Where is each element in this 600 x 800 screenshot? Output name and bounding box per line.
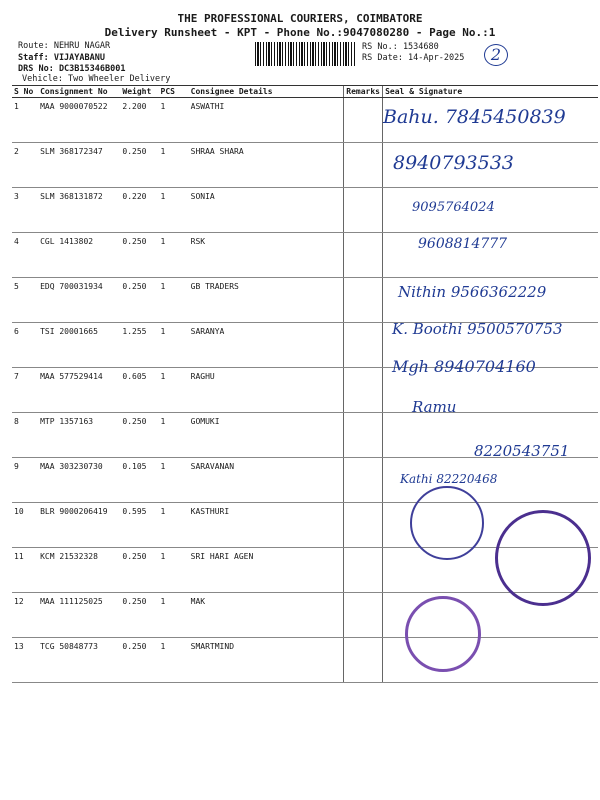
cell-signature: [383, 593, 598, 638]
cell-remarks: [344, 458, 383, 503]
cell-signature: [383, 368, 598, 413]
cell-weight: 0.250: [120, 548, 158, 593]
cell-consignment: TSI 20001665: [38, 323, 120, 368]
table-row: [12, 413, 598, 458]
cell-consignee: KASTHURI: [189, 503, 344, 548]
handwritten-signature: 8220543751: [474, 442, 570, 460]
cell-pcs: 1: [159, 638, 189, 683]
col-consignee: Consignee Details: [189, 86, 344, 98]
col-remarks: Remarks: [344, 86, 383, 98]
cell-weight: 0.220: [120, 188, 158, 233]
cell-signature: [383, 458, 598, 503]
handwritten-signature: Mgh 8940704160: [392, 357, 536, 376]
cell-pcs: 1: [159, 233, 189, 278]
col-sno: S No: [12, 86, 38, 98]
col-pcs: PCS: [159, 86, 189, 98]
cell-sno: 1: [12, 98, 38, 143]
cell-sno: 13: [12, 638, 38, 683]
cell-signature: [383, 98, 598, 143]
cell-sno: 10: [12, 503, 38, 548]
cell-weight: 0.250: [120, 593, 158, 638]
cell-sno: 11: [12, 548, 38, 593]
cell-signature: [383, 233, 598, 278]
cell-sno: 9: [12, 458, 38, 503]
cell-sno: 6: [12, 323, 38, 368]
cell-consignee: GOMUKI: [189, 413, 344, 458]
cell-consignment: MAA 111125025: [38, 593, 120, 638]
table-row: [12, 278, 598, 323]
cell-weight: 0.250: [120, 638, 158, 683]
cell-consignee: GB TRADERS: [189, 278, 344, 323]
cell-consignee: SMARTMIND: [189, 638, 344, 683]
cell-weight: 0.250: [120, 233, 158, 278]
handwritten-signature: 8940793533: [393, 152, 514, 174]
table-row: [12, 98, 598, 143]
runsheet-table: [12, 85, 598, 683]
staff-label: Staff: VIJAYABANU: [18, 53, 105, 63]
cell-sno: 8: [12, 413, 38, 458]
cell-consignment: BLR 9000206419: [38, 503, 120, 548]
cell-signature: [383, 143, 598, 188]
cell-pcs: 1: [159, 548, 189, 593]
cell-pcs: 1: [159, 458, 189, 503]
handwritten-signature: 9095764024: [412, 200, 495, 215]
vehicle-label: Vehicle: Two Wheeler Delivery: [22, 74, 171, 84]
cell-remarks: [344, 188, 383, 233]
cell-remarks: [344, 503, 383, 548]
cell-consignee: SHRAA SHARA: [189, 143, 344, 188]
cell-consignment: MTP 1357163: [38, 413, 120, 458]
cell-consignee: SARANYA: [189, 323, 344, 368]
cell-signature: [383, 638, 598, 683]
cell-consignment: TCG 50848773: [38, 638, 120, 683]
cell-remarks: [344, 593, 383, 638]
col-weight: Weight: [120, 86, 158, 98]
cell-sno: 12: [12, 593, 38, 638]
cell-weight: 0.250: [120, 413, 158, 458]
cell-signature: [383, 503, 598, 548]
table-row: [12, 503, 598, 548]
cell-weight: 0.250: [120, 143, 158, 188]
cell-consignee: MAK: [189, 593, 344, 638]
cell-consignee: SARAVANAN: [189, 458, 344, 503]
cell-remarks: [344, 548, 383, 593]
cell-pcs: 1: [159, 593, 189, 638]
cell-pcs: 1: [159, 98, 189, 143]
table-row: [12, 548, 598, 593]
cell-consignee: ASWATHI: [189, 98, 344, 143]
cell-consignee: SONIA: [189, 188, 344, 233]
table-row: [12, 233, 598, 278]
cell-remarks: [344, 323, 383, 368]
table-row: [12, 188, 598, 233]
cell-remarks: [344, 638, 383, 683]
table-row: [12, 638, 598, 683]
handwritten-signature: Ramu: [412, 398, 457, 416]
handwritten-signature: K. Boothi 9500570753: [392, 320, 563, 338]
cell-remarks: [344, 143, 383, 188]
cell-consignment: SLM 368131872: [38, 188, 120, 233]
cell-weight: 0.250: [120, 278, 158, 323]
cell-weight: 1.255: [120, 323, 158, 368]
cell-weight: 0.105: [120, 458, 158, 503]
cell-sno: 5: [12, 278, 38, 323]
cell-consignment: KCM 21532328: [38, 548, 120, 593]
col-consignment: Consignment No: [38, 86, 120, 98]
cell-remarks: [344, 233, 383, 278]
table-row: [12, 323, 598, 368]
cell-consignment: CGL 1413802: [38, 233, 120, 278]
cell-weight: 2.200: [120, 98, 158, 143]
cell-signature: [383, 548, 598, 593]
cell-weight: 0.605: [120, 368, 158, 413]
cell-pcs: 1: [159, 503, 189, 548]
cell-consignment: MAA 303230730: [38, 458, 120, 503]
cell-signature: [383, 413, 598, 458]
cell-sno: 7: [12, 368, 38, 413]
table-body: [12, 98, 598, 683]
cell-remarks: [344, 278, 383, 323]
handwritten-signature: 9608814777: [418, 236, 508, 252]
cell-pcs: 1: [159, 413, 189, 458]
table-row: [12, 458, 598, 503]
cell-pcs: 1: [159, 368, 189, 413]
table-row: [12, 143, 598, 188]
cell-signature: [383, 278, 598, 323]
cell-consignment: EDQ 700031934: [38, 278, 120, 323]
cell-pcs: 1: [159, 143, 189, 188]
col-signature: Seal & Signature: [383, 86, 598, 98]
cell-signature: [383, 188, 598, 233]
table-header-row: [12, 86, 598, 98]
handwritten-signature: Kathi 82220468: [400, 472, 498, 486]
cell-consignment: MAA 577529414: [38, 368, 120, 413]
cell-pcs: 1: [159, 188, 189, 233]
cell-remarks: [344, 368, 383, 413]
drs-label: DRS No: DC3B15346B001: [18, 64, 126, 74]
cell-remarks: [344, 98, 383, 143]
table-row: [12, 593, 598, 638]
cell-pcs: 1: [159, 278, 189, 323]
cell-consignee: SRI HARI AGEN: [189, 548, 344, 593]
table-row: [12, 368, 598, 413]
rs-date: RS Date: 14-Apr-2025: [362, 53, 465, 63]
cell-signature: [383, 323, 598, 368]
cell-consignment: MAA 9000070522: [38, 98, 120, 143]
runsheet-title: Delivery Runsheet - KPT - Phone No.:9047080280 - Page No.:1: [104, 26, 496, 39]
circled-page-number: 2: [484, 44, 508, 66]
cell-weight: 0.595: [120, 503, 158, 548]
rs-number: RS No.: 1534680: [362, 42, 439, 52]
barcode: [255, 42, 355, 66]
route-label: Route: NEHRU NAGAR: [18, 41, 111, 51]
cell-pcs: 1: [159, 323, 189, 368]
cell-sno: 3: [12, 188, 38, 233]
company-title: THE PROFESSIONAL COURIERS, COIMBATORE: [177, 12, 423, 25]
cell-consignee: RAGHU: [189, 368, 344, 413]
cell-consignment: SLM 368172347: [38, 143, 120, 188]
cell-sno: 4: [12, 233, 38, 278]
cell-sno: 2: [12, 143, 38, 188]
handwritten-signature: Bahu. 7845450839: [383, 106, 566, 128]
cell-remarks: [344, 413, 383, 458]
handwritten-signature: Nithin 9566362229: [398, 283, 547, 301]
cell-consignee: RSK: [189, 233, 344, 278]
